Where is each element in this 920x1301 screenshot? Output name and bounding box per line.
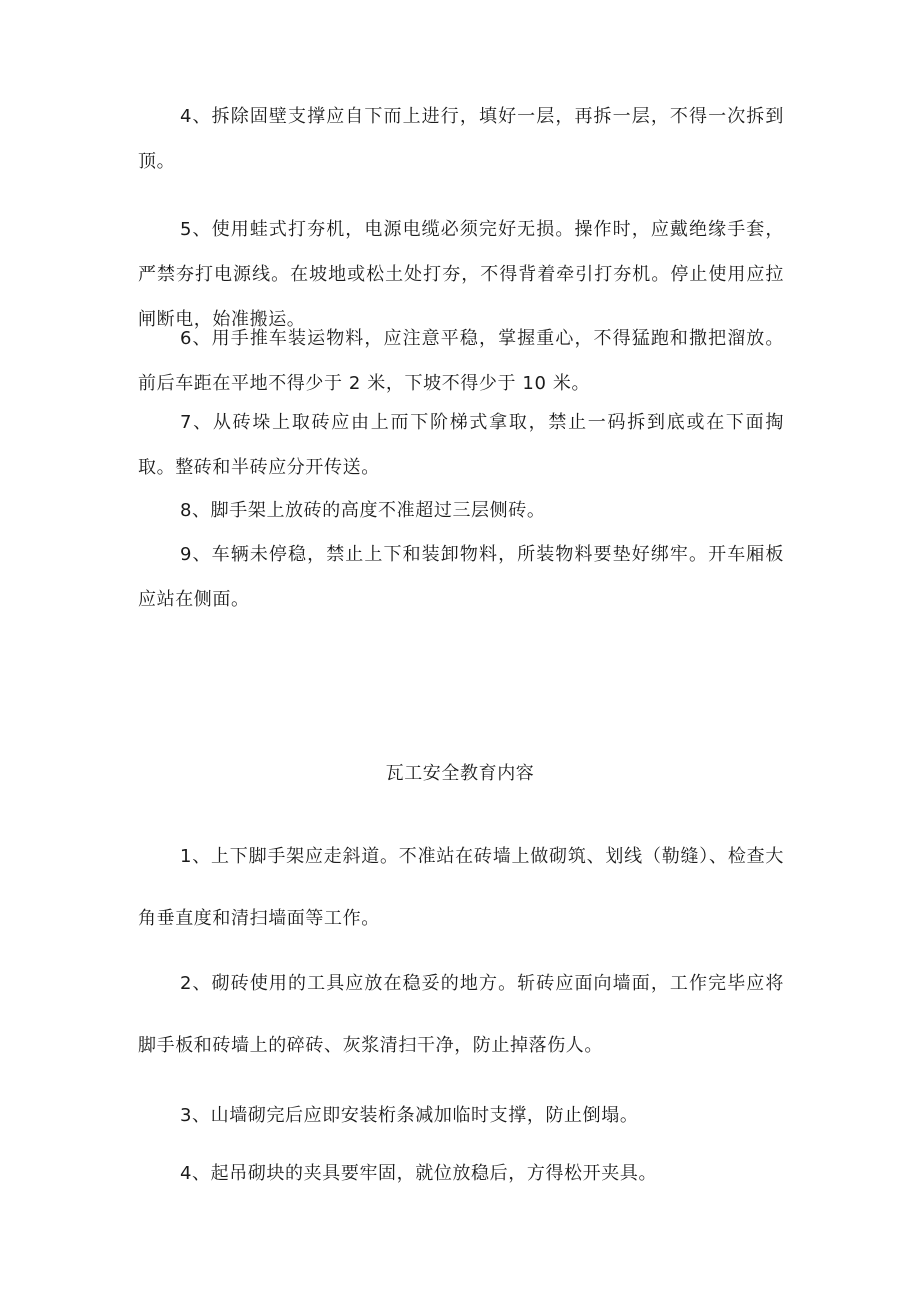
paragraph-bricklayer-item-1: 1、上下脚手架应走斜道。不准站在砖墙上做砌筑、划线（勒缝）、检查大角垂直度和清扫墙面等工作。 xyxy=(138,846,784,929)
paragraph-item-5-tamper: 5、使用蛙式打夯机，电源电缆必须完好无损。操作时，应戴绝缘手套，严禁夯打电源线。在坡地或松土处打夯，不得背着牵引打夯机。停止使用应拉闸断电，始准搬运。 xyxy=(138,219,784,330)
paragraph-item-9-vehicle: 9、车辆未停稳，禁止上下和装卸物料，所装物料要垫好绑牢。开车厢板应站在侧面。 xyxy=(138,544,784,610)
section-title: 瓦工安全教育内容 xyxy=(385,763,535,784)
paragraph-item-6-cart: 6、用手推车装运物料，应注意平稳，掌握重心，不得猛跑和撒把溜放。前后车距在平地不得少于 2 米，下坡不得少于 10 米。 xyxy=(138,328,784,394)
paragraph-bricklayer-item-4: 4、起吊砌块的夹具要牢固，就位放稳后，方得松开夹具。 xyxy=(180,1163,658,1184)
paragraph-bricklayer-item-2: 2、砌砖使用的工具应放在稳妥的地方。斩砖应面向墙面，工作完毕应将脚手板和砖墙上的碎砖、灰浆清扫干净，防止掉落伤人。 xyxy=(138,973,784,1056)
paragraph-item-7-brick-stack: 7、从砖垛上取砖应由上而下阶梯式拿取，禁止一码拆到底或在下面掏取。整砖和半砖应分开传送。 xyxy=(138,412,784,478)
paragraph-item-4-shoring: 4、拆除固壁支撑应自下而上进行，填好一层，再拆一层，不得一次拆到顶。 xyxy=(138,106,784,172)
paragraph-bricklayer-item-3: 3、山墙砌完后应即安装桁条减加临时支撑，防止倒塌。 xyxy=(180,1105,639,1126)
paragraph-item-8-scaffold-brick: 8、脚手架上放砖的高度不准超过三层侧砖。 xyxy=(180,500,546,521)
